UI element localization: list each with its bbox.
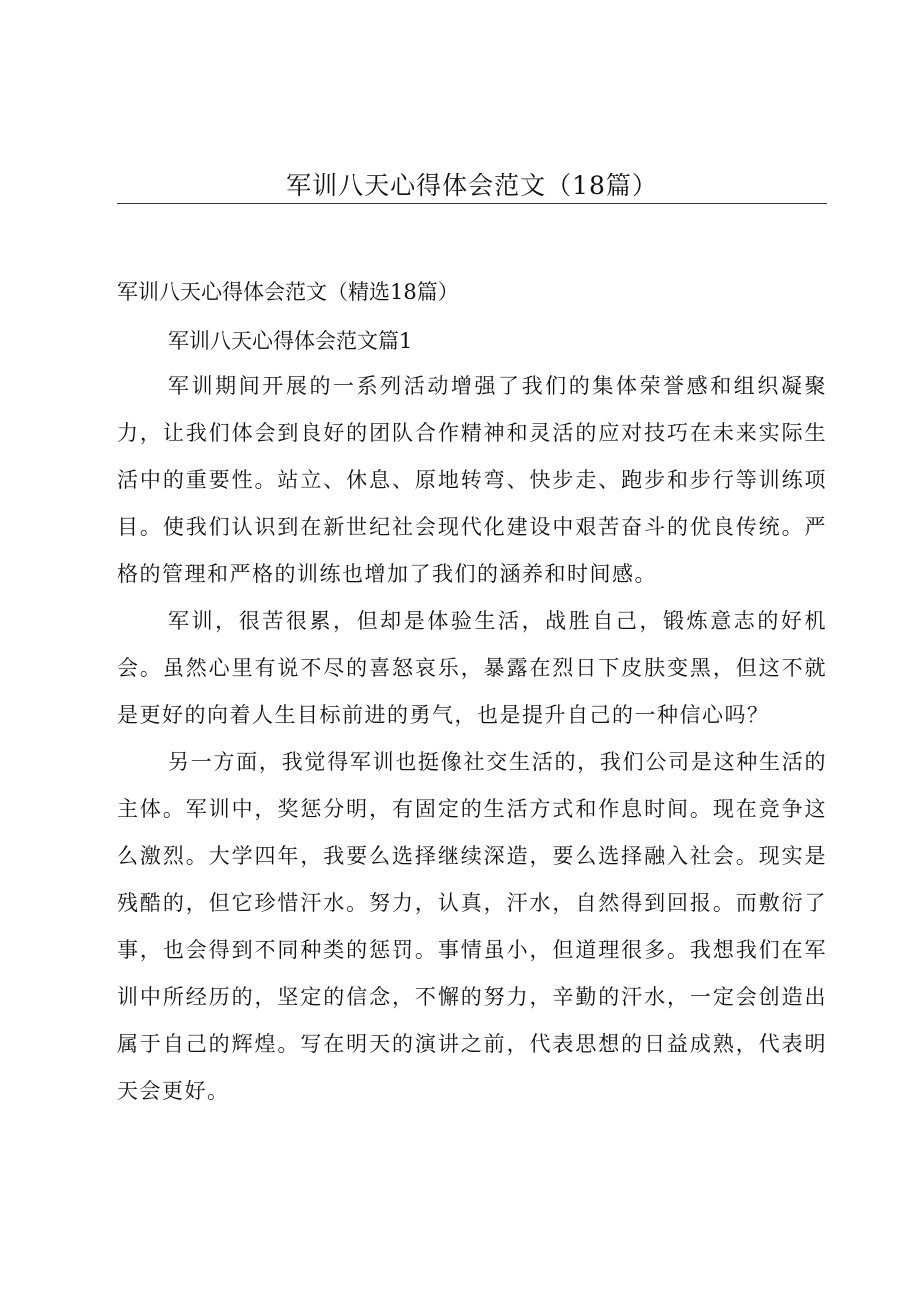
document-subtitle: 军训八天心得体会范文（精选18篇） — [117, 280, 459, 304]
paragraph: 军训期间开展的一系列活动增强了我们的集体荣誉感和组织凝聚力，让我们体会到良好的团队合作精神和灵活的应对技巧在未来实际生活中的重要性。站立、休息、原地转弯、快步走、跑步和步行等训练项目。使我们认识到在新世纪社会现代化建设中艰苦奋斗的优良传统。严格的管理和严格的训练也增加了我们的涵养和时间感。 — [117, 374, 827, 586]
document-title: 军训八天心得体会范文（18篇） — [286, 171, 658, 200]
title-underline — [117, 203, 827, 204]
section-heading: 军训八天心得体会范文篇1 — [168, 329, 413, 353]
paragraph: 军训，很苦很累，但却是体验生活，战胜自己，锻炼意志的好机会。虽然心里有说不尽的喜怒哀乐，暴露在烈日下皮肤变黑，但这不就是更好的向着人生目标前进的勇气，也是提升自己的一种信心吗？ — [117, 609, 827, 727]
paragraph: 另一方面，我觉得军训也挺像社交生活的，我们公司是这种生活的主体。军训中，奖惩分明，有固定的生活方式和作息时间。现在竞争这么激烈。大学四年，我要么选择继续深造，要么选择融入社会。现实是残酷的，但它珍惜汗水。努力，认真，汗水，自然得到回报。而敷衍了事，也会得到不同种类的惩罚。事情虽小，但道理很多。我想我们在军训中所经历的，坚定的信念，不懈的努力，辛勤的汗水，一定会创造出属于自己的辉煌。写在明天的演讲之前，代表思想的日益成熟，代表明天会更好。 — [117, 750, 827, 1103]
